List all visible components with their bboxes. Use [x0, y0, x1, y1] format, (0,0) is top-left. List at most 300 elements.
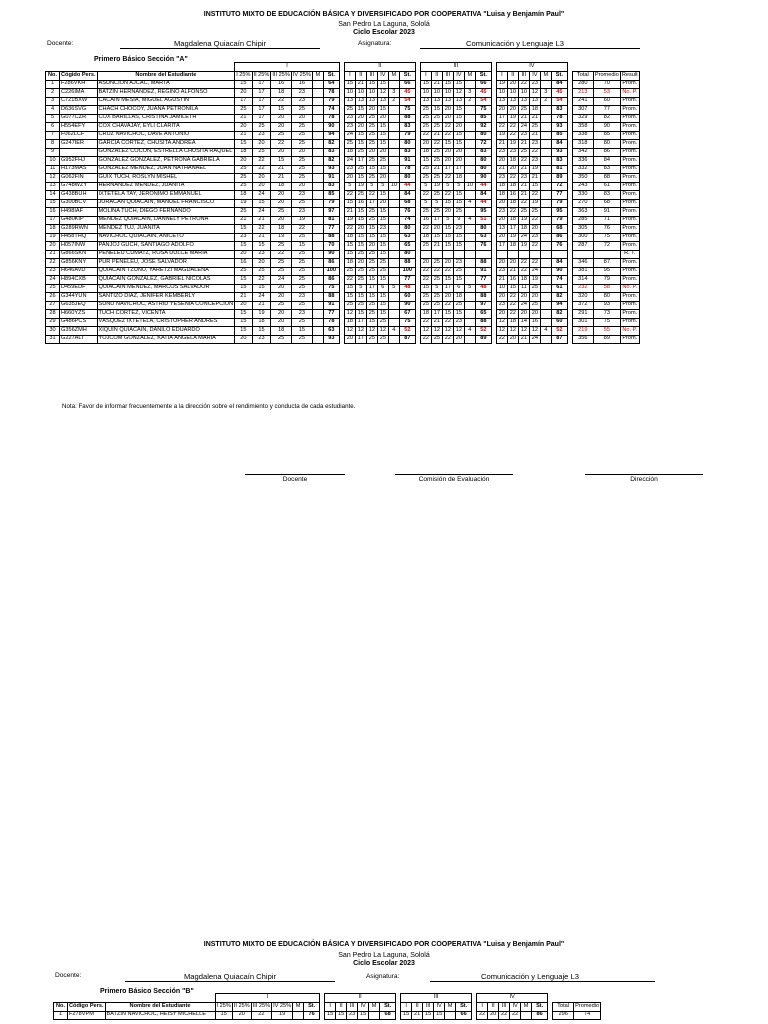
- grade-cell: 18: [529, 106, 540, 115]
- grade-cell: 15: [377, 233, 388, 242]
- col-header-unit1: M: [312, 71, 323, 80]
- grade-cell: 15: [235, 310, 252, 319]
- student-code: D636SVG: [60, 106, 98, 115]
- grade-cell: [312, 131, 323, 140]
- grade-cell: 20: [252, 140, 271, 149]
- table-row: [46, 106, 640, 115]
- unit-score: 61: [551, 284, 567, 293]
- grade-cell: 25: [366, 301, 377, 310]
- grade-cell: 9: [453, 216, 464, 225]
- unit-score: 91: [323, 174, 339, 183]
- grade-cell: 15: [442, 225, 453, 234]
- unit-score: 78: [323, 318, 339, 327]
- grade-cell: 22: [496, 123, 507, 132]
- student-name: COX BARILLAS, CRISTINA JAMILETH: [97, 114, 235, 123]
- grade-cell: 24: [252, 293, 271, 302]
- student-name: GARCÍA CORTEZ, CHUSITA ANDREA: [97, 140, 235, 149]
- grade-cell: [312, 80, 323, 89]
- grade-cell: 20: [442, 208, 453, 217]
- grade-cell: 23: [507, 148, 518, 157]
- average-score: 79: [593, 276, 620, 285]
- unit-score: 87: [399, 335, 415, 344]
- average-score: 95: [593, 267, 620, 276]
- unit-score: 63: [399, 233, 415, 242]
- grade-cell: 20: [488, 1011, 499, 1020]
- grade-cell: 15: [442, 80, 453, 89]
- result-status: Prom.: [620, 174, 639, 183]
- grade-cell: 23: [291, 89, 312, 98]
- row-number: 8: [46, 140, 60, 149]
- grade-cell: 25: [291, 174, 312, 183]
- grade-cell: 15: [442, 199, 453, 208]
- unit-score: 48: [399, 284, 415, 293]
- unit-score: 75: [399, 106, 415, 115]
- grade-cell: 15: [235, 242, 252, 251]
- grade-cell: 24: [529, 267, 540, 276]
- grade-cell: [464, 242, 475, 251]
- unit-header-4: IV: [477, 994, 548, 1003]
- unit-score: 66: [456, 1011, 472, 1020]
- grade-cell: 22: [442, 174, 453, 183]
- grade-cell: 20: [442, 106, 453, 115]
- grade-cell: 15: [235, 327, 252, 336]
- result-status: Prom.: [620, 318, 639, 327]
- grade-cell: 21: [518, 335, 529, 344]
- student-name: TUCH CORTEZ, VICENTA: [97, 310, 235, 319]
- grade-cell: 12: [518, 327, 529, 336]
- unit-header-row: [46, 63, 640, 72]
- result-status: Prom.: [620, 182, 639, 191]
- grade-cell: 25: [344, 140, 355, 149]
- grade-cell: 20: [235, 335, 252, 344]
- col-header-name: Nombre del Estudiante: [97, 71, 235, 80]
- grade-cell: 15: [453, 80, 464, 89]
- unit-score: 83: [475, 148, 491, 157]
- result-status: Prom.: [620, 148, 639, 157]
- grade-cell: 22: [518, 259, 529, 268]
- grade-cell: 15: [366, 318, 377, 327]
- grade-cell: [540, 208, 551, 217]
- table-row: [46, 182, 640, 191]
- student-code: F062LCF: [60, 131, 98, 140]
- grade-cell: 15: [355, 208, 366, 217]
- grade-cell: 17: [507, 225, 518, 234]
- grade-cell: 15: [453, 242, 464, 251]
- grade-cell: 23: [252, 250, 271, 259]
- grade-cell: [369, 1011, 380, 1020]
- grade-cell: 5: [431, 284, 442, 293]
- grade-cell: 23: [291, 191, 312, 200]
- total-score: 291: [572, 310, 593, 319]
- col-header-unit2: M: [388, 71, 399, 80]
- grade-cell: 22: [442, 335, 453, 344]
- row-number: 18: [46, 225, 60, 234]
- grade-cell: 21: [344, 208, 355, 217]
- grade-cell: 22: [442, 318, 453, 327]
- grade-cell: 25: [431, 174, 442, 183]
- grade-cell: 3: [388, 89, 399, 98]
- grade-cell: [540, 106, 551, 115]
- grades-table: [53, 993, 601, 1020]
- grade-cell: [529, 250, 540, 259]
- student-name: GONZALEZ GONZÁLEZ, PETRONA GABRIELA: [97, 157, 235, 166]
- student-code: C721BXW: [60, 97, 98, 106]
- grade-cell: 15: [366, 225, 377, 234]
- grade-cell: [388, 80, 399, 89]
- result-status: Prom.: [620, 335, 639, 344]
- grade-cell: 12: [431, 327, 442, 336]
- grade-cell: 20: [496, 157, 507, 166]
- grade-cell: 15: [377, 123, 388, 132]
- student-code: [60, 148, 98, 157]
- col-header-unit3: St.: [475, 71, 491, 80]
- grade-cell: 20: [453, 335, 464, 344]
- unit-score: 70: [323, 242, 339, 251]
- col-header-unit3: III: [442, 71, 453, 80]
- grade-cell: 25: [252, 267, 271, 276]
- grade-cell: 25: [453, 267, 464, 276]
- grade-cell: 20: [496, 310, 507, 319]
- grade-cell: 10: [496, 89, 507, 98]
- col-header-average: Promedio: [574, 1002, 601, 1011]
- grade-cell: 10: [442, 89, 453, 98]
- grade-cell: 15: [442, 276, 453, 285]
- subject-label: Asignatura:: [358, 40, 392, 47]
- student-name: SUNU NAVICHOC, ASTRID YESENIA CONCEPCIÓN: [97, 301, 235, 310]
- grade-cell: 18: [235, 191, 252, 200]
- grade-cell: 18: [344, 318, 355, 327]
- student-code: C226IMA: [60, 89, 98, 98]
- grade-cell: [464, 106, 475, 115]
- average-score: 82: [593, 114, 620, 123]
- grade-cell: 15: [355, 293, 366, 302]
- grade-cell: 15: [366, 276, 377, 285]
- result-status: Prom.: [620, 106, 639, 115]
- grade-cell: 25: [431, 191, 442, 200]
- grade-cell: [420, 250, 431, 259]
- unit-score: 65: [399, 242, 415, 251]
- col-header-unit3: IV: [434, 1002, 445, 1011]
- grade-cell: 18: [507, 199, 518, 208]
- table-row: [46, 327, 640, 336]
- grade-cell: [540, 259, 551, 268]
- grade-cell: 25: [291, 267, 312, 276]
- grade-cell: 20: [529, 293, 540, 302]
- grade-cell: 18: [271, 182, 291, 191]
- grade-cell: 15: [431, 233, 442, 242]
- grade-cell: [312, 174, 323, 183]
- row-number: 29: [46, 318, 60, 327]
- grade-cell: 22: [518, 199, 529, 208]
- grade-cell: [312, 140, 323, 149]
- table-row: [46, 80, 640, 89]
- student-name: COX CHAVAJAY, EYLI CLARITA: [97, 123, 235, 132]
- grade-cell: 20: [496, 233, 507, 242]
- unit-score: 80: [475, 225, 491, 234]
- total-score: 280: [572, 80, 593, 89]
- unit-score: 86: [551, 233, 567, 242]
- grade-cell: 21: [252, 233, 271, 242]
- grade-cell: 23: [291, 310, 312, 319]
- grade-cell: 15: [355, 233, 366, 242]
- unit-score: 79: [323, 97, 339, 106]
- grade-cell: 25: [271, 131, 291, 140]
- grade-cell: 25: [235, 182, 252, 191]
- grade-cell: [507, 250, 518, 259]
- grade-cell: 22: [420, 276, 431, 285]
- col-header-unit4: III: [499, 1002, 510, 1011]
- col-header-unit3: M: [445, 1002, 456, 1011]
- col-header-unit1: III 25%: [251, 1002, 271, 1011]
- unit-score: 83: [323, 148, 339, 157]
- grade-cell: [388, 140, 399, 149]
- grade-cell: 25: [431, 259, 442, 268]
- grade-cell: 25: [518, 106, 529, 115]
- grade-cell: [518, 250, 529, 259]
- grade-cell: 23: [529, 157, 540, 166]
- unit-score: 88: [323, 293, 339, 302]
- unit-score: 84: [475, 191, 491, 200]
- grade-cell: 15: [377, 310, 388, 319]
- grade-cell: 17: [366, 199, 377, 208]
- grade-cell: 22: [344, 191, 355, 200]
- grade-cell: 20: [271, 191, 291, 200]
- grade-cell: 16: [291, 80, 312, 89]
- grade-cell: [312, 335, 323, 344]
- grade-cell: 21: [431, 242, 442, 251]
- subject-underline-b: [430, 981, 655, 982]
- student-name: CHACH CHOCOY, JUANA PETRONILA: [97, 106, 235, 115]
- grades-table-b: [53, 993, 601, 1020]
- grade-cell: 20: [377, 148, 388, 157]
- grade-cell: 16: [507, 276, 518, 285]
- col-header-unit3: II: [431, 71, 442, 80]
- unit-score: 77: [323, 310, 339, 319]
- row-number: 6: [46, 123, 60, 132]
- grade-cell: 20: [377, 199, 388, 208]
- row-number: 11: [46, 165, 60, 174]
- grade-cell: 19: [431, 182, 442, 191]
- grade-cell: [388, 208, 399, 217]
- grade-cell: 18: [507, 216, 518, 225]
- grade-cell: 23: [496, 208, 507, 217]
- student-code: H646AVD: [60, 267, 98, 276]
- total-score: 300: [572, 233, 593, 242]
- grade-cell: 20: [442, 157, 453, 166]
- unit-score: 66: [399, 80, 415, 89]
- grade-cell: 21: [518, 191, 529, 200]
- grade-cell: 18: [507, 242, 518, 251]
- table-row: [46, 216, 640, 225]
- grade-cell: 24: [529, 335, 540, 344]
- grade-cell: 20: [232, 1011, 251, 1020]
- student-code: H554EFY: [60, 123, 98, 132]
- grade-cell: 20: [271, 123, 291, 132]
- grade-cell: 25: [291, 123, 312, 132]
- col-header-unit1: IV 25%: [272, 1002, 293, 1011]
- footnote: Nota: Favor de informar frecuentemente a la dirección sobre el rendimiento y conducta de cada estudiante.: [62, 403, 356, 410]
- grade-cell: [464, 140, 475, 149]
- grade-cell: 23: [496, 148, 507, 157]
- unit-score: 76: [399, 208, 415, 217]
- grade-cell: [312, 208, 323, 217]
- grade-cell: 25: [355, 148, 366, 157]
- table-row: [46, 89, 640, 98]
- col-header-unit2: M: [369, 1002, 380, 1011]
- grade-cell: 25: [431, 123, 442, 132]
- grade-cell: 12: [453, 327, 464, 336]
- unit-score: 51: [475, 216, 491, 225]
- col-header-unit3: M: [464, 71, 475, 80]
- grade-cell: 15: [420, 80, 431, 89]
- grade-cell: 25: [291, 318, 312, 327]
- grade-cell: 12: [442, 327, 453, 336]
- average-score: 70: [593, 80, 620, 89]
- grade-cell: 15: [377, 106, 388, 115]
- grade-cell: 25: [291, 106, 312, 115]
- grade-cell: 18: [496, 191, 507, 200]
- grade-cell: 23: [344, 114, 355, 123]
- grade-cell: 25: [518, 208, 529, 217]
- table-row: [46, 233, 640, 242]
- grade-cell: 25: [420, 165, 431, 174]
- unit-score: 81: [551, 165, 567, 174]
- student-code: G480KIP: [60, 216, 98, 225]
- col-header-unit2: I: [344, 71, 355, 80]
- result-status: Prom.: [620, 157, 639, 166]
- student-code: H173MAS: [60, 165, 98, 174]
- student-code: H894CXB: [60, 276, 98, 285]
- grade-cell: 15: [431, 106, 442, 115]
- unit-score: 93: [551, 148, 567, 157]
- result-status: Prom.: [620, 301, 639, 310]
- signature-comision: Comisión de Evaluación: [395, 474, 513, 483]
- grade-cell: 25: [377, 259, 388, 268]
- grade-cell: [293, 1011, 304, 1020]
- total-score: 336: [572, 157, 593, 166]
- grade-cell: 5: [420, 199, 431, 208]
- grade-cell: 20: [377, 114, 388, 123]
- table-row: [46, 301, 640, 310]
- unit-header-3: III: [401, 994, 472, 1003]
- grade-cell: 20: [496, 293, 507, 302]
- grade-cell: 25: [366, 267, 377, 276]
- grade-cell: [388, 276, 399, 285]
- grade-cell: 17: [496, 114, 507, 123]
- grade-cell: 19: [496, 80, 507, 89]
- grade-cell: 22: [252, 165, 271, 174]
- grade-cell: 25: [291, 199, 312, 208]
- student-code: D459EDF: [60, 284, 98, 293]
- grade-cell: [464, 310, 475, 319]
- student-name: GONZÁLEZ COCON, ESTRELLA CHUSITA RAQUEL: [97, 148, 235, 157]
- grade-cell: [464, 335, 475, 344]
- col-header-unit2: II: [355, 71, 366, 80]
- grade-cell: 12: [377, 89, 388, 98]
- student-code: G952FHJ: [60, 157, 98, 166]
- grade-cell: 19: [271, 233, 291, 242]
- total-score: 219: [572, 327, 593, 336]
- grade-cell: 22: [507, 310, 518, 319]
- teacher-label-b: Docente:: [55, 972, 82, 979]
- unit-header-1: I: [215, 994, 320, 1003]
- student-name: MÉNDEZ QUIACAÍN, DÁNNELY PETRONA: [97, 216, 235, 225]
- student-code: G748WZY: [60, 182, 98, 191]
- grade-cell: 25: [431, 148, 442, 157]
- student-code: G486PCS: [60, 318, 98, 327]
- grade-cell: 10: [366, 89, 377, 98]
- grade-cell: 20: [355, 123, 366, 132]
- student-name: QUIACAÍN GONZÁLEZ, GABRIEL NICOLAS: [97, 276, 235, 285]
- grade-cell: 20: [344, 174, 355, 183]
- unit-score: 72: [551, 182, 567, 191]
- grade-cell: 25: [366, 259, 377, 268]
- row-number: 21: [46, 250, 60, 259]
- total-score: [572, 250, 593, 259]
- grade-cell: 22: [252, 276, 271, 285]
- grade-cell: 22: [431, 140, 442, 149]
- col-header-unit1: III 25%: [271, 71, 291, 80]
- grade-cell: 15: [366, 80, 377, 89]
- grade-cell: 15: [358, 1011, 369, 1020]
- grade-cell: 25: [366, 131, 377, 140]
- total-score: 372: [572, 301, 593, 310]
- grade-cell: 23: [377, 225, 388, 234]
- grade-cell: 13: [453, 97, 464, 106]
- grade-cell: 21: [431, 80, 442, 89]
- grade-cell: [464, 148, 475, 157]
- grade-cell: 19: [252, 310, 271, 319]
- grade-cell: 15: [215, 1011, 232, 1020]
- average-score: 76: [593, 225, 620, 234]
- grade-cell: [312, 267, 323, 276]
- grade-cell: 21: [431, 318, 442, 327]
- grade-cell: 22: [507, 131, 518, 140]
- grade-cell: 10: [496, 284, 507, 293]
- average-score: 71: [593, 216, 620, 225]
- col-header-unit3: I: [420, 71, 431, 80]
- grade-cell: 25: [291, 276, 312, 285]
- student-name: MÉNDEZ TUJ, JUANITA: [97, 225, 235, 234]
- grade-cell: 25: [271, 242, 291, 251]
- grade-cell: 10: [431, 89, 442, 98]
- total-score: 338: [572, 131, 593, 140]
- grade-cell: 15: [344, 293, 355, 302]
- grade-cell: [388, 114, 399, 123]
- unit-score: 88: [475, 318, 491, 327]
- grade-cell: 12: [355, 327, 366, 336]
- result-status: R. T.: [620, 250, 639, 259]
- student-name: HERNÁNDEZ MENDEZ, JUANITA: [97, 182, 235, 191]
- grade-cell: [464, 225, 475, 234]
- grade-cell: 22: [507, 208, 518, 217]
- average-score: 93: [593, 301, 620, 310]
- col-header-result: Result: [620, 71, 639, 80]
- grade-cell: 12: [529, 327, 540, 336]
- unit-score: 88: [323, 233, 339, 242]
- unit-score: 82: [323, 140, 339, 149]
- grade-cell: 21: [518, 165, 529, 174]
- grade-cell: 25: [235, 174, 252, 183]
- grade-cell: 25: [235, 208, 252, 217]
- grade-cell: 21: [529, 131, 540, 140]
- row-number: 10: [46, 157, 60, 166]
- grade-cell: [388, 267, 399, 276]
- total-score: 314: [572, 276, 593, 285]
- grade-cell: 22: [420, 225, 431, 234]
- grade-cell: [540, 293, 551, 302]
- unit-score: 74: [399, 216, 415, 225]
